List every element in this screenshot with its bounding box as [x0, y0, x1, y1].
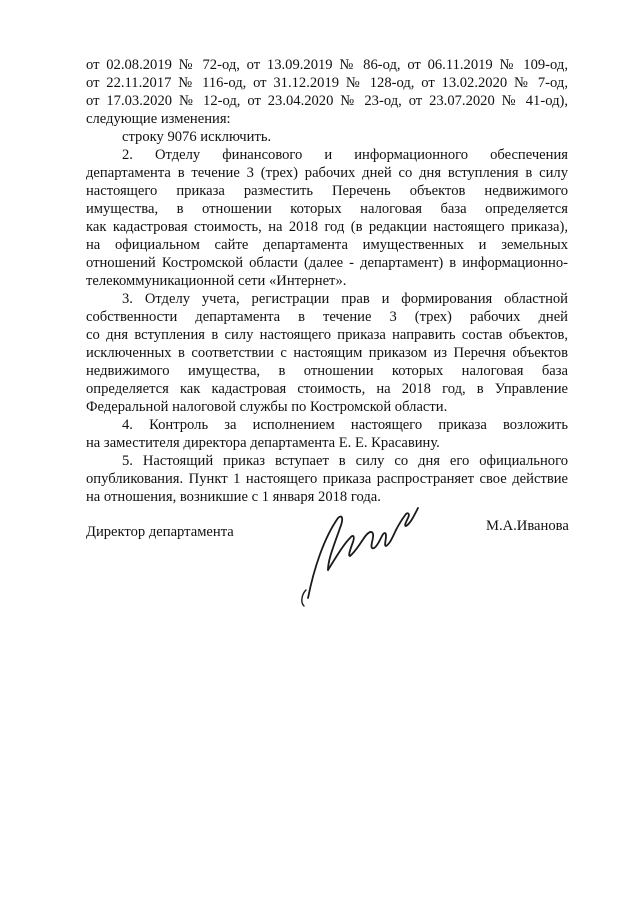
paragraph-3-line-6: определяется как кадастровая стоимость, на 2018 год, в Управление: [86, 381, 568, 397]
paragraph-2-line-3: настоящего приказа разместить Перечень объектов недвижимого: [86, 183, 568, 199]
text-line-4: следующие изменения:: [86, 111, 231, 127]
paragraph-4-line-2: на заместителя директора департамента Е. Е. Красавину.: [86, 435, 440, 451]
paragraph-2-line-4: имущества, в отношении которых налоговая база определяется: [86, 201, 568, 217]
paragraph-3-line-2: собственности департамента в течение 3 (трех) рабочих дней: [86, 309, 568, 325]
paragraph-2-line-5: как кадастровая стоимость, на 2018 год (в редакции настоящего приказа),: [86, 219, 568, 235]
text-line-2: от 22.11.2017 № 116-од, от 31.12.2019 № 128-од, от 13.02.2020 № 7-од,: [86, 75, 568, 91]
paragraph-2-line-6: на официальном сайте департамента имущественных и земельных: [86, 237, 568, 253]
paragraph-2-line-1: 2. Отделу финансового и информационного обеспечения: [122, 147, 568, 163]
paragraph-3-line-3: со дня вступления в силу настоящего приказа направить состав объектов,: [86, 327, 568, 343]
handwritten-signature: [280, 498, 430, 608]
text-line-5: строку 9076 исключить.: [122, 129, 272, 145]
paragraph-5-line-1: 5. Настоящий приказ вступает в силу со дня его официального: [122, 453, 568, 469]
paragraph-3-line-1: 3. Отделу учета, регистрации прав и формирования областной: [122, 291, 568, 307]
paragraph-2-line-7: отношений Костромской области (далее - департамент) в информационно-: [86, 255, 568, 271]
paragraph-5-line-2: опубликования. Пункт 1 настоящего приказа распространяет свое действие: [86, 471, 568, 487]
paragraph-3-line-4: исключенных в соответствии с настоящим приказом из Перечня объектов: [86, 345, 568, 361]
signatory-title: Директор департамента: [86, 524, 234, 540]
paragraph-4-line-1: 4. Контроль за исполнением настоящего приказа возложить: [122, 417, 568, 433]
text-line-1: от 02.08.2019 № 72-од, от 13.09.2019 № 86-од, от 06.11.2019 № 109-од,: [86, 57, 568, 73]
paragraph-5-line-3: на отношения, возникшие с 1 января 2018 года.: [86, 489, 381, 505]
signatory-name: М.А.Иванова: [486, 518, 569, 534]
paragraph-2-line-8: телекоммуникационной сети «Интернет».: [86, 273, 347, 289]
text-line-3: от 17.03.2020 № 12-од, от 23.04.2020 № 23-од, от 23.07.2020 № 41-од),: [86, 93, 568, 109]
paragraph-3-line-5: недвижимого имущества, в отношении которых налоговая база: [86, 363, 568, 379]
paragraph-3-line-7: Федеральной налоговой службы по Костромской области.: [86, 399, 448, 415]
paragraph-2-line-2: департамента в течение 3 (трех) рабочих дней со дня вступления в силу: [86, 165, 568, 181]
